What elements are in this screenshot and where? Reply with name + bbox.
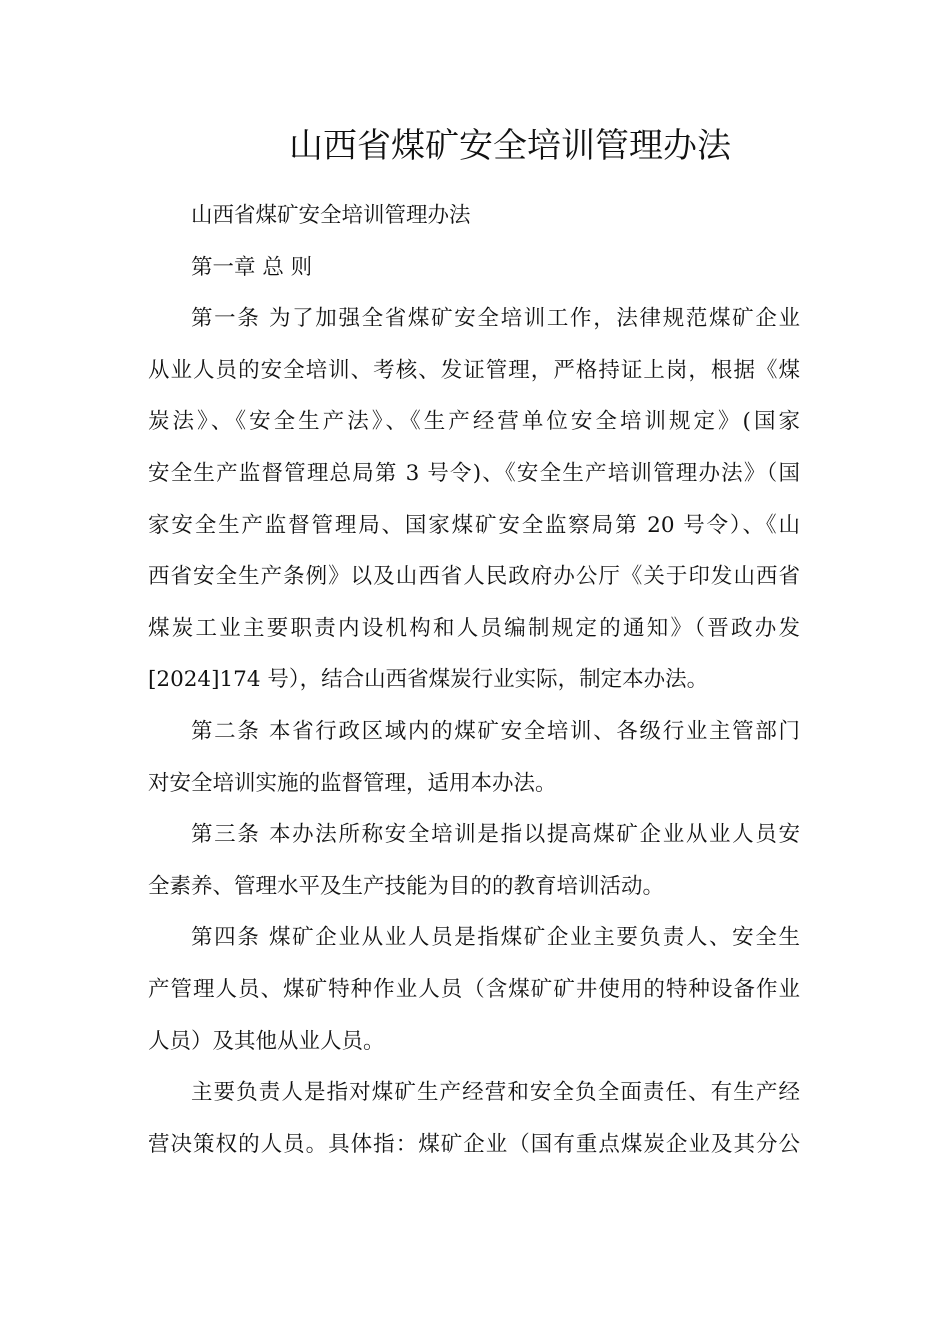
chapter-heading bbox=[148, 242, 800, 294]
text-line: 营决策权的人员。具体指：煤矿企业（国有重点煤炭企业及其分公 bbox=[148, 1131, 800, 1157]
text-line: 第一条 为了加强全省煤矿安全培训工作，法律规范煤矿企业 bbox=[191, 306, 800, 332]
text-line: 煤炭工业主要职责内设机构和人员编制规定的通知》（晋政办发 bbox=[148, 615, 800, 641]
text-line: 炭法》、《安全生产法》、《生产经营单位安全培训规定》(国家 bbox=[148, 409, 800, 435]
text-line: 人员）及其他从业人员。 bbox=[148, 1028, 385, 1054]
article-1 bbox=[148, 293, 800, 706]
text-line: 全素养、管理水平及生产技能为目的的教育培训活动。 bbox=[148, 873, 665, 899]
article-4 bbox=[148, 912, 800, 1067]
text-line: 主要负责人是指对煤矿生产经营和安全负全面责任、有生产经 bbox=[191, 1080, 800, 1106]
text-line: 山西省煤矿安全培训管理办法 bbox=[191, 203, 471, 228]
paragraph-principal-definition bbox=[148, 1067, 800, 1170]
document-body bbox=[148, 190, 800, 1170]
document-title: 山西省煤矿安全培训管理办法 bbox=[289, 126, 731, 166]
paragraph-subtitle bbox=[148, 190, 800, 242]
article-3 bbox=[148, 809, 800, 912]
text-line: 对安全培训实施的监督管理，适用本办法。 bbox=[148, 770, 557, 796]
text-line: 安全生产监督管理总局第 3 号令)、《安全生产培训管理办法》（国 bbox=[148, 460, 800, 486]
text-line: 从业人员的安全培训、考核、发证管理，严格持证上岗，根据《煤 bbox=[148, 357, 800, 383]
text-line: 第三条 本办法所称安全培训是指以提高煤矿企业从业人员安 bbox=[191, 822, 800, 848]
text-line: 家安全生产监督管理局、国家煤矿安全监察局第 20 号令）、《山 bbox=[148, 512, 800, 538]
text-line: 第二条 本省行政区域内的煤矿安全培训、各级行业主管部门 bbox=[191, 718, 800, 744]
text-line: 产管理人员、煤矿特种作业人员（含煤矿矿井使用的特种设备作业 bbox=[148, 976, 800, 1002]
article-2 bbox=[148, 706, 800, 809]
text-line: 西省安全生产条例》以及山西省人民政府办公厅《关于印发山西省 bbox=[148, 564, 800, 590]
text-line: 第四条 煤矿企业从业人员是指煤矿企业主要负责人、安全生 bbox=[191, 925, 800, 951]
text-line: 第一章 总 则 bbox=[191, 254, 313, 280]
text-line: [2024]174 号），结合山西省煤炭行业实际，制定本办法。 bbox=[148, 667, 709, 693]
